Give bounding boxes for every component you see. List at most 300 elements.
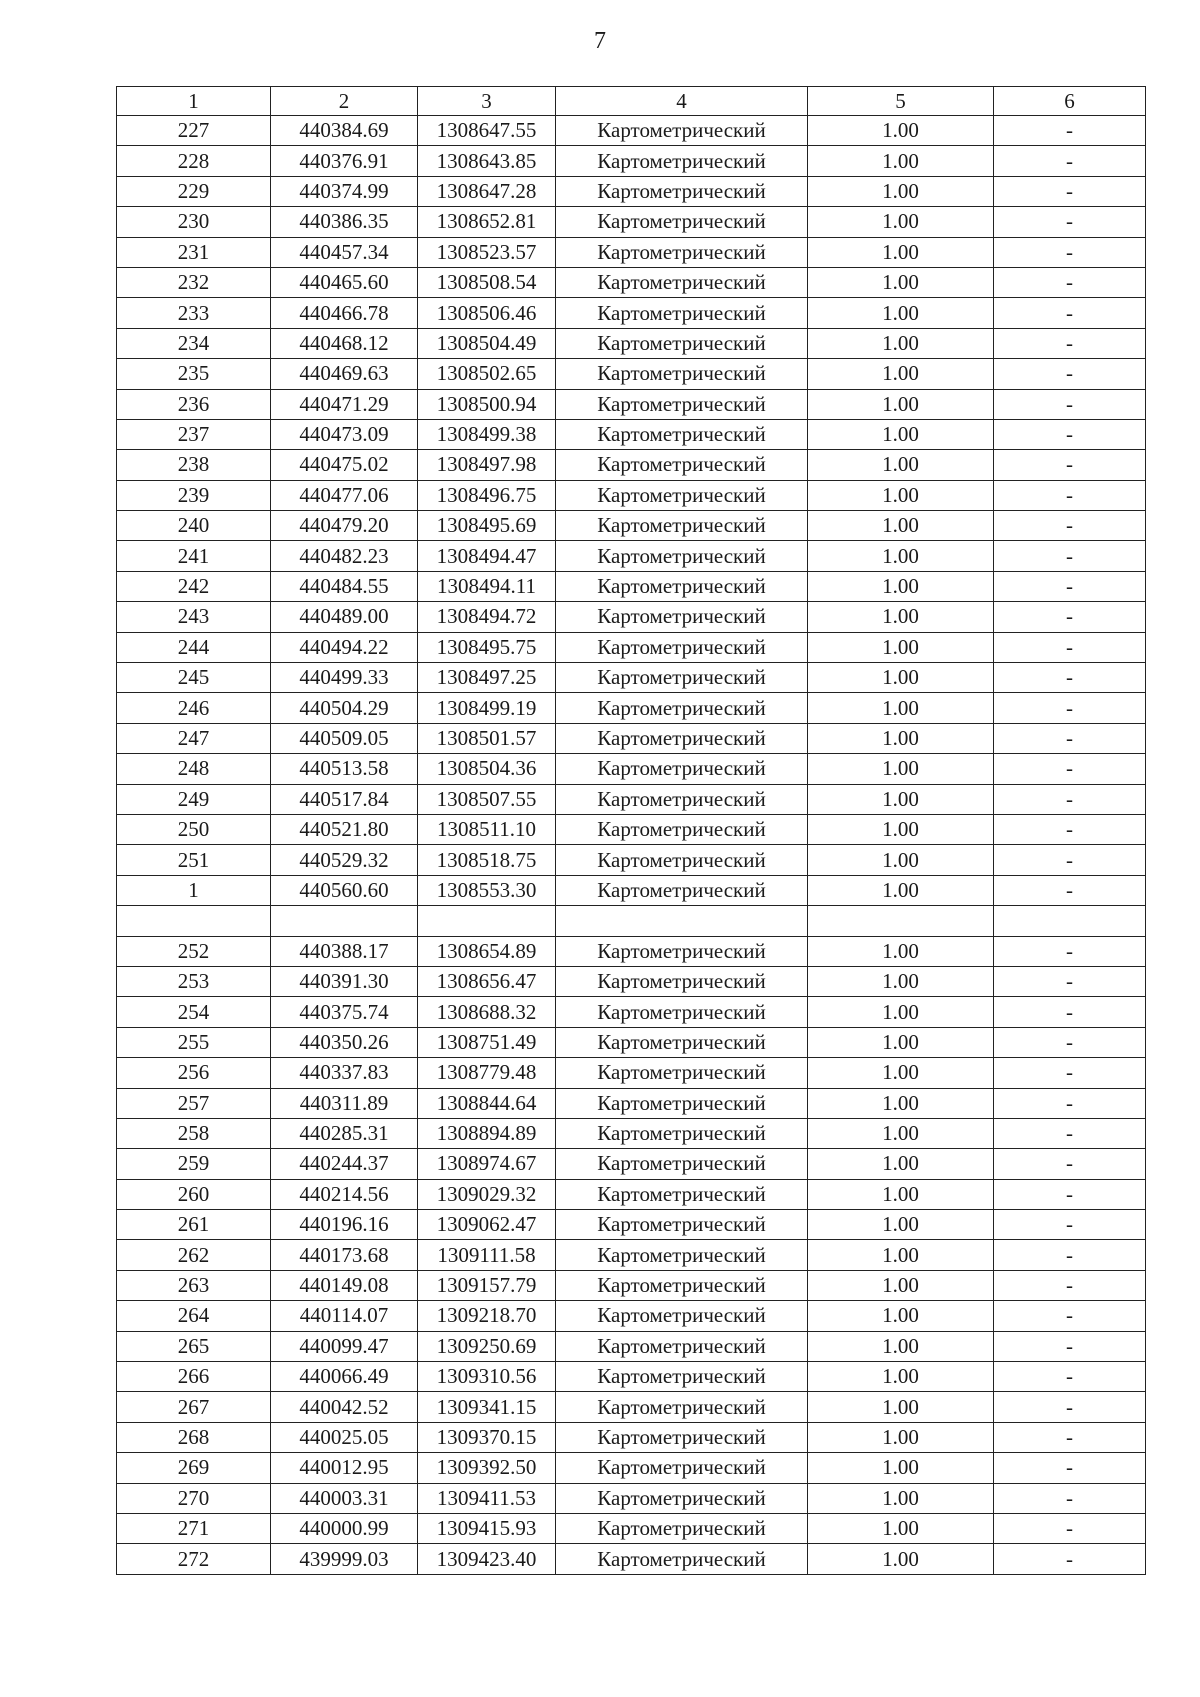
note-cell: - (994, 845, 1146, 875)
x-coordinate-cell: 439999.03 (271, 1544, 418, 1574)
accuracy-cell: 1.00 (808, 1544, 994, 1574)
coordinates-table (116, 86, 1146, 1575)
y-coordinate-cell: 1309310.56 (418, 1362, 556, 1392)
x-coordinate-cell: 440311.89 (271, 1088, 418, 1118)
x-coordinate-cell: 440384.69 (271, 116, 418, 146)
table-row (117, 237, 1146, 267)
y-coordinate-cell: 1308499.38 (418, 419, 556, 449)
method-cell: Картометрический (556, 450, 808, 480)
accuracy-cell: 1.00 (808, 298, 994, 328)
y-coordinate-cell: 1308495.69 (418, 511, 556, 541)
x-coordinate-cell: 440214.56 (271, 1179, 418, 1209)
y-coordinate-cell: 1309218.70 (418, 1301, 556, 1331)
x-coordinate-cell: 440468.12 (271, 328, 418, 358)
y-coordinate-cell (418, 906, 556, 936)
method-cell (556, 906, 808, 936)
note-cell: - (994, 1118, 1146, 1148)
table-row (117, 1179, 1146, 1209)
method-cell: Картометрический (556, 1483, 808, 1513)
note-cell: - (994, 389, 1146, 419)
header-cell-6: 6 (994, 87, 1146, 116)
accuracy-cell: 1.00 (808, 146, 994, 176)
x-coordinate-cell: 440560.60 (271, 875, 418, 905)
note-cell: - (994, 1301, 1146, 1331)
header-cell-2: 2 (271, 87, 418, 116)
x-coordinate-cell: 440173.68 (271, 1240, 418, 1270)
y-coordinate-cell: 1308523.57 (418, 237, 556, 267)
accuracy-cell: 1.00 (808, 966, 994, 996)
accuracy-cell: 1.00 (808, 693, 994, 723)
method-cell: Картометрический (556, 1513, 808, 1543)
accuracy-cell: 1.00 (808, 1058, 994, 1088)
x-coordinate-cell: 440386.35 (271, 207, 418, 237)
point-number-cell: 235 (117, 359, 271, 389)
method-cell: Картометрический (556, 845, 808, 875)
accuracy-cell: 1.00 (808, 207, 994, 237)
x-coordinate-cell: 440457.34 (271, 237, 418, 267)
table-row (117, 1240, 1146, 1270)
y-coordinate-cell: 1308501.57 (418, 723, 556, 753)
point-number-cell: 1 (117, 875, 271, 905)
note-cell: - (994, 450, 1146, 480)
header-cell-5: 5 (808, 87, 994, 116)
note-cell: - (994, 693, 1146, 723)
x-coordinate-cell: 440521.80 (271, 814, 418, 844)
point-number-cell: 256 (117, 1058, 271, 1088)
method-cell: Картометрический (556, 1331, 808, 1361)
y-coordinate-cell: 1308511.10 (418, 814, 556, 844)
table-row (117, 723, 1146, 753)
method-cell: Картометрический (556, 693, 808, 723)
note-cell: - (994, 1362, 1146, 1392)
table-row (117, 176, 1146, 206)
note-cell: - (994, 1392, 1146, 1422)
accuracy-cell: 1.00 (808, 176, 994, 206)
x-coordinate-cell: 440517.84 (271, 784, 418, 814)
table-row (117, 571, 1146, 601)
accuracy-cell: 1.00 (808, 389, 994, 419)
point-number-cell: 253 (117, 966, 271, 996)
accuracy-cell: 1.00 (808, 480, 994, 510)
note-cell: - (994, 267, 1146, 297)
point-number-cell: 258 (117, 1118, 271, 1148)
y-coordinate-cell: 1308974.67 (418, 1149, 556, 1179)
method-cell: Картометрический (556, 116, 808, 146)
note-cell: - (994, 207, 1146, 237)
method-cell: Картометрический (556, 754, 808, 784)
method-cell: Картометрический (556, 1149, 808, 1179)
point-number-cell: 261 (117, 1210, 271, 1240)
y-coordinate-cell: 1308507.55 (418, 784, 556, 814)
note-cell: - (994, 814, 1146, 844)
x-coordinate-cell: 440114.07 (271, 1301, 418, 1331)
y-coordinate-cell: 1308496.75 (418, 480, 556, 510)
y-coordinate-cell: 1308497.25 (418, 663, 556, 693)
method-cell: Картометрический (556, 966, 808, 996)
x-coordinate-cell: 440513.58 (271, 754, 418, 784)
y-coordinate-cell: 1309392.50 (418, 1453, 556, 1483)
note-cell: - (994, 1027, 1146, 1057)
method-cell: Картометрический (556, 1240, 808, 1270)
accuracy-cell: 1.00 (808, 936, 994, 966)
table-row (117, 511, 1146, 541)
y-coordinate-cell: 1308654.89 (418, 936, 556, 966)
table-row (117, 1027, 1146, 1057)
point-number-cell: 248 (117, 754, 271, 784)
point-number-cell: 270 (117, 1483, 271, 1513)
accuracy-cell: 1.00 (808, 754, 994, 784)
table-row (117, 632, 1146, 662)
x-coordinate-cell: 440499.33 (271, 663, 418, 693)
note-cell: - (994, 997, 1146, 1027)
accuracy-cell: 1.00 (808, 511, 994, 541)
y-coordinate-cell: 1308508.54 (418, 267, 556, 297)
accuracy-cell: 1.00 (808, 784, 994, 814)
note-cell: - (994, 602, 1146, 632)
point-number-cell: 242 (117, 571, 271, 601)
note-cell: - (994, 1544, 1146, 1574)
y-coordinate-cell: 1308494.72 (418, 602, 556, 632)
method-cell: Картометрический (556, 541, 808, 571)
point-number-cell: 263 (117, 1270, 271, 1300)
x-coordinate-cell: 440388.17 (271, 936, 418, 966)
method-cell: Картометрический (556, 875, 808, 905)
point-number-cell: 255 (117, 1027, 271, 1057)
method-cell: Картометрический (556, 1544, 808, 1574)
table-row (117, 1544, 1146, 1574)
table-row (117, 1270, 1146, 1300)
point-number-cell: 233 (117, 298, 271, 328)
y-coordinate-cell: 1308504.36 (418, 754, 556, 784)
point-number-cell (117, 906, 271, 936)
method-cell: Картометрический (556, 237, 808, 267)
y-coordinate-cell: 1309411.53 (418, 1483, 556, 1513)
table-row (117, 845, 1146, 875)
x-coordinate-cell: 440477.06 (271, 480, 418, 510)
note-cell: - (994, 754, 1146, 784)
page-number: 7 (594, 28, 606, 54)
point-number-cell: 257 (117, 1088, 271, 1118)
method-cell: Картометрический (556, 1453, 808, 1483)
x-coordinate-cell: 440000.99 (271, 1513, 418, 1543)
y-coordinate-cell: 1309370.15 (418, 1422, 556, 1452)
note-cell: - (994, 1149, 1146, 1179)
table-row (117, 541, 1146, 571)
accuracy-cell: 1.00 (808, 1270, 994, 1300)
method-cell: Картометрический (556, 298, 808, 328)
method-cell: Картометрический (556, 267, 808, 297)
y-coordinate-cell: 1309250.69 (418, 1331, 556, 1361)
y-coordinate-cell: 1308495.75 (418, 632, 556, 662)
point-number-cell: 252 (117, 936, 271, 966)
accuracy-cell: 1.00 (808, 1088, 994, 1118)
method-cell: Картометрический (556, 1118, 808, 1148)
note-cell: - (994, 1422, 1146, 1452)
point-number-cell: 264 (117, 1301, 271, 1331)
accuracy-cell: 1.00 (808, 1149, 994, 1179)
note-cell: - (994, 328, 1146, 358)
table-row (117, 419, 1146, 449)
method-cell: Картометрический (556, 936, 808, 966)
accuracy-cell: 1.00 (808, 1453, 994, 1483)
method-cell: Картометрический (556, 784, 808, 814)
y-coordinate-cell: 1308647.28 (418, 176, 556, 206)
method-cell: Картометрический (556, 389, 808, 419)
point-number-cell: 243 (117, 602, 271, 632)
accuracy-cell: 1.00 (808, 1362, 994, 1392)
accuracy-cell: 1.00 (808, 875, 994, 905)
accuracy-cell: 1.00 (808, 1210, 994, 1240)
x-coordinate-cell: 440149.08 (271, 1270, 418, 1300)
method-cell: Картометрический (556, 1058, 808, 1088)
note-cell: - (994, 176, 1146, 206)
table-row (117, 1210, 1146, 1240)
accuracy-cell: 1.00 (808, 1422, 994, 1452)
accuracy-cell: 1.00 (808, 1179, 994, 1209)
point-number-cell: 244 (117, 632, 271, 662)
method-cell: Картометрический (556, 1301, 808, 1331)
note-cell: - (994, 1270, 1146, 1300)
accuracy-cell: 1.00 (808, 419, 994, 449)
point-number-cell: 237 (117, 419, 271, 449)
table-row-empty (117, 906, 1146, 936)
y-coordinate-cell: 1309341.15 (418, 1392, 556, 1422)
point-number-cell: 272 (117, 1544, 271, 1574)
note-cell: - (994, 419, 1146, 449)
x-coordinate-cell: 440494.22 (271, 632, 418, 662)
accuracy-cell (808, 906, 994, 936)
table-row (117, 267, 1146, 297)
x-coordinate-cell: 440391.30 (271, 966, 418, 996)
method-cell: Картометрический (556, 1362, 808, 1392)
x-coordinate-cell: 440466.78 (271, 298, 418, 328)
note-cell: - (994, 936, 1146, 966)
note-cell: - (994, 875, 1146, 905)
y-coordinate-cell: 1309157.79 (418, 1270, 556, 1300)
point-number-cell: 231 (117, 237, 271, 267)
table-body (117, 87, 1146, 1575)
point-number-cell: 246 (117, 693, 271, 723)
method-cell: Картометрический (556, 480, 808, 510)
point-number-cell: 271 (117, 1513, 271, 1543)
x-coordinate-cell: 440504.29 (271, 693, 418, 723)
x-coordinate-cell: 440066.49 (271, 1362, 418, 1392)
point-number-cell: 245 (117, 663, 271, 693)
y-coordinate-cell: 1308497.98 (418, 450, 556, 480)
y-coordinate-cell: 1308553.30 (418, 875, 556, 905)
x-coordinate-cell: 440469.63 (271, 359, 418, 389)
accuracy-cell: 1.00 (808, 267, 994, 297)
y-coordinate-cell: 1308494.47 (418, 541, 556, 571)
method-cell: Картометрический (556, 176, 808, 206)
method-cell: Картометрический (556, 632, 808, 662)
accuracy-cell: 1.00 (808, 723, 994, 753)
table-row (117, 389, 1146, 419)
x-coordinate-cell: 440350.26 (271, 1027, 418, 1057)
x-coordinate-cell (271, 906, 418, 936)
table-row (117, 450, 1146, 480)
note-cell: - (994, 1331, 1146, 1361)
accuracy-cell: 1.00 (808, 663, 994, 693)
x-coordinate-cell: 440375.74 (271, 997, 418, 1027)
note-cell (994, 906, 1146, 936)
y-coordinate-cell: 1308494.11 (418, 571, 556, 601)
y-coordinate-cell: 1309111.58 (418, 1240, 556, 1270)
y-coordinate-cell: 1308499.19 (418, 693, 556, 723)
table-row (117, 1422, 1146, 1452)
accuracy-cell: 1.00 (808, 1301, 994, 1331)
header-cell-3: 3 (418, 87, 556, 116)
x-coordinate-cell: 440473.09 (271, 419, 418, 449)
method-cell: Картометрический (556, 1210, 808, 1240)
x-coordinate-cell: 440489.00 (271, 602, 418, 632)
point-number-cell: 232 (117, 267, 271, 297)
table-row (117, 1118, 1146, 1148)
point-number-cell: 266 (117, 1362, 271, 1392)
accuracy-cell: 1.00 (808, 1027, 994, 1057)
table-row (117, 328, 1146, 358)
table-row (117, 966, 1146, 996)
note-cell: - (994, 480, 1146, 510)
note-cell: - (994, 146, 1146, 176)
table-row (117, 359, 1146, 389)
note-cell: - (994, 116, 1146, 146)
point-number-cell: 249 (117, 784, 271, 814)
x-coordinate-cell: 440025.05 (271, 1422, 418, 1452)
table-row (117, 784, 1146, 814)
accuracy-cell: 1.00 (808, 450, 994, 480)
x-coordinate-cell: 440479.20 (271, 511, 418, 541)
note-cell: - (994, 632, 1146, 662)
x-coordinate-cell: 440509.05 (271, 723, 418, 753)
note-cell: - (994, 784, 1146, 814)
point-number-cell: 265 (117, 1331, 271, 1361)
point-number-cell: 262 (117, 1240, 271, 1270)
table-row (117, 1362, 1146, 1392)
accuracy-cell: 1.00 (808, 1118, 994, 1148)
y-coordinate-cell: 1309423.40 (418, 1544, 556, 1574)
y-coordinate-cell: 1308502.65 (418, 359, 556, 389)
note-cell: - (994, 511, 1146, 541)
method-cell: Картометрический (556, 1088, 808, 1118)
accuracy-cell: 1.00 (808, 237, 994, 267)
y-coordinate-cell: 1308643.85 (418, 146, 556, 176)
table-row (117, 480, 1146, 510)
accuracy-cell: 1.00 (808, 1483, 994, 1513)
note-cell: - (994, 298, 1146, 328)
x-coordinate-cell: 440196.16 (271, 1210, 418, 1240)
x-coordinate-cell: 440465.60 (271, 267, 418, 297)
point-number-cell: 250 (117, 814, 271, 844)
y-coordinate-cell: 1308647.55 (418, 116, 556, 146)
table-row (117, 754, 1146, 784)
note-cell: - (994, 571, 1146, 601)
accuracy-cell: 1.00 (808, 359, 994, 389)
table-row (117, 1392, 1146, 1422)
point-number-cell: 236 (117, 389, 271, 419)
table-row (117, 1149, 1146, 1179)
x-coordinate-cell: 440529.32 (271, 845, 418, 875)
table-row (117, 875, 1146, 905)
point-number-cell: 254 (117, 997, 271, 1027)
note-cell: - (994, 966, 1146, 996)
point-number-cell: 227 (117, 116, 271, 146)
point-number-cell: 269 (117, 1453, 271, 1483)
point-number-cell: 268 (117, 1422, 271, 1452)
y-coordinate-cell: 1309415.93 (418, 1513, 556, 1543)
y-coordinate-cell: 1308894.89 (418, 1118, 556, 1148)
point-number-cell: 267 (117, 1392, 271, 1422)
method-cell: Картометрический (556, 1027, 808, 1057)
table-row (117, 298, 1146, 328)
table-row (117, 693, 1146, 723)
method-cell: Картометрический (556, 723, 808, 753)
accuracy-cell: 1.00 (808, 997, 994, 1027)
note-cell: - (994, 1453, 1146, 1483)
note-cell: - (994, 1240, 1146, 1270)
table-row (117, 207, 1146, 237)
table-row (117, 997, 1146, 1027)
table-row (117, 1453, 1146, 1483)
y-coordinate-cell: 1308506.46 (418, 298, 556, 328)
accuracy-cell: 1.00 (808, 602, 994, 632)
accuracy-cell: 1.00 (808, 328, 994, 358)
method-cell: Картометрический (556, 511, 808, 541)
table-row (117, 814, 1146, 844)
accuracy-cell: 1.00 (808, 116, 994, 146)
x-coordinate-cell: 440099.47 (271, 1331, 418, 1361)
header-cell-1: 1 (117, 87, 271, 116)
note-cell: - (994, 1483, 1146, 1513)
note-cell: - (994, 1513, 1146, 1543)
note-cell: - (994, 237, 1146, 267)
y-coordinate-cell: 1308656.47 (418, 966, 556, 996)
y-coordinate-cell: 1308844.64 (418, 1088, 556, 1118)
x-coordinate-cell: 440482.23 (271, 541, 418, 571)
y-coordinate-cell: 1308500.94 (418, 389, 556, 419)
y-coordinate-cell: 1308779.48 (418, 1058, 556, 1088)
point-number-cell: 260 (117, 1179, 271, 1209)
method-cell: Картометрический (556, 207, 808, 237)
y-coordinate-cell: 1308652.81 (418, 207, 556, 237)
note-cell: - (994, 1179, 1146, 1209)
method-cell: Картометрический (556, 663, 808, 693)
note-cell: - (994, 359, 1146, 389)
table-header-row (117, 87, 1146, 116)
accuracy-cell: 1.00 (808, 1513, 994, 1543)
accuracy-cell: 1.00 (808, 845, 994, 875)
x-coordinate-cell: 440012.95 (271, 1453, 418, 1483)
note-cell: - (994, 1058, 1146, 1088)
note-cell: - (994, 723, 1146, 753)
x-coordinate-cell: 440042.52 (271, 1392, 418, 1422)
y-coordinate-cell: 1308504.49 (418, 328, 556, 358)
point-number-cell: 247 (117, 723, 271, 753)
point-number-cell: 229 (117, 176, 271, 206)
table-row (117, 1513, 1146, 1543)
x-coordinate-cell: 440484.55 (271, 571, 418, 601)
x-coordinate-cell: 440475.02 (271, 450, 418, 480)
table-row (117, 1331, 1146, 1361)
table-row (117, 146, 1146, 176)
accuracy-cell: 1.00 (808, 1392, 994, 1422)
point-number-cell: 239 (117, 480, 271, 510)
point-number-cell: 228 (117, 146, 271, 176)
method-cell: Картометрический (556, 1179, 808, 1209)
x-coordinate-cell: 440374.99 (271, 176, 418, 206)
method-cell: Картометрический (556, 1392, 808, 1422)
method-cell: Картометрический (556, 419, 808, 449)
